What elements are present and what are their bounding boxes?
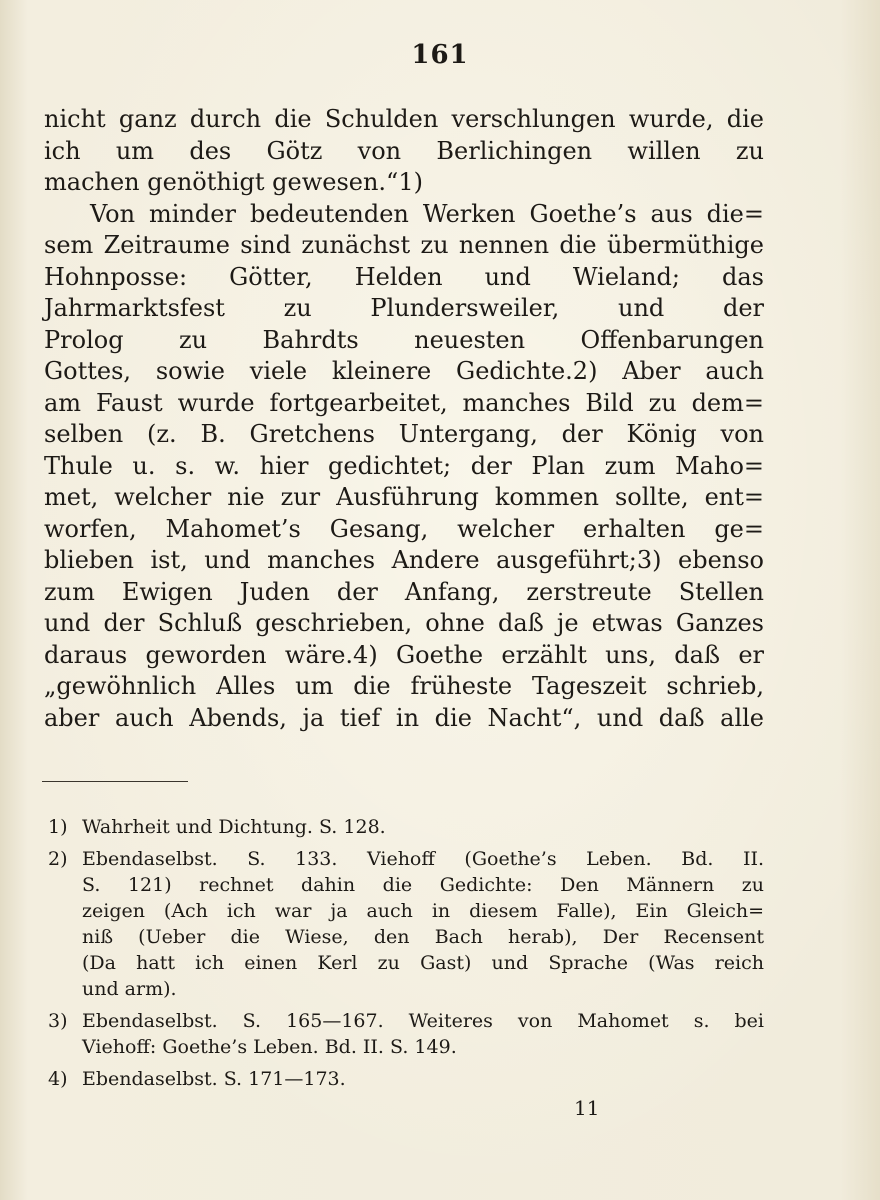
body-line: Jahrmarktsfest zu Plundersweiler, und der (44, 294, 764, 322)
body-line: zum Ewigen Juden der Anfang, zerstreute Stellen (44, 577, 764, 606)
body-line: selben (z. B. Gretchens Untergang, der König von (44, 420, 764, 448)
body-line: ich um des Götz von Berlichingen willen zu (44, 136, 764, 165)
footnote-line: S. 121) rechnet dahin die Gedichte: Den Männern zu (82, 874, 764, 896)
body-text (44, 104, 764, 734)
body-line: Von minder bedeutenden Werken Goethe’s aus die= (90, 199, 764, 228)
footnote-text (82, 846, 764, 1002)
body-line: und der Schluß geschrieben, ohne daß je etwas Ganzes (44, 609, 764, 637)
footnote-line: zeigen (Ach ich war ja auch in diesem Falle), Ein Gleich= (82, 900, 764, 922)
body-line: Gottes, sowie viele kleinere Gedichte.2) Aber auch (44, 357, 764, 385)
footnote-line: Ebendaselbst. S. 165—167. Weiteres von Mahomet s. bei (82, 1010, 764, 1032)
footnote-number: 3) (48, 1010, 68, 1032)
body-line: „gewöhnlich Alles um die früheste Tageszeit schrieb, (44, 672, 764, 700)
footnote-1 (48, 814, 764, 840)
body-line: machen genöthigt gewesen.“1) (44, 168, 423, 196)
body-line: Hohnposse: Götter, Helden und Wieland; das (44, 262, 764, 291)
footnote-text (82, 1066, 764, 1092)
footnote-text (82, 1008, 764, 1060)
footnote-line: (Da hatt ich einen Kerl zu Gast) und Sprache (Was reich (82, 952, 764, 974)
body-line: nicht ganz durch die Schulden verschlungen wurde, die (44, 105, 764, 133)
footnote-line: Wahrheit und Dichtung. S. 128. (82, 816, 386, 838)
body-line: Thule u. s. w. hier gedichtet; der Plan zum Maho= (44, 451, 764, 480)
footnote-line: niß (Ueber die Wiese, den Bach herab), Der Recensent (82, 926, 764, 948)
body-line: aber auch Abends, ja tief in die Nacht“, und daß alle (44, 703, 764, 732)
footnote-line: Ebendaselbst. S. 133. Viehoff (Goethe’s Leben. Bd. II. (82, 848, 764, 870)
footnote-divider (42, 781, 188, 782)
footnote-text (82, 814, 764, 840)
footnote-number: 2) (48, 848, 68, 870)
body-line: Prolog zu Bahrdts neuesten Offenbarungen (44, 325, 764, 354)
footnote-number: 4) (48, 1068, 68, 1090)
page-number: 161 (411, 40, 469, 70)
body-line: am Faust wurde fortgearbeitet, manches Bild zu dem= (44, 388, 764, 417)
footnote-4 (48, 1066, 764, 1092)
body-line: sem Zeitraume sind zunächst zu nennen die übermüthige (44, 231, 764, 259)
footnote-line: Viehoff: Goethe’s Leben. Bd. II. S. 149. (82, 1036, 457, 1058)
printer-signature-mark: 11 (574, 1096, 600, 1120)
footnote-line: Ebendaselbst. S. 171—173. (82, 1068, 346, 1090)
footnote-line: und arm). (82, 978, 177, 1000)
body-line: daraus geworden wäre.4) Goethe erzählt uns, daß er (44, 640, 764, 669)
footnote-3 (48, 1008, 764, 1060)
body-line: blieben ist, und manches Andere ausgeführt;3) ebenso (44, 546, 764, 574)
footnotes (48, 814, 764, 1098)
body-line: worfen, Mahomet’s Gesang, welcher erhalten ge= (44, 514, 764, 543)
body-line: met, welcher nie zur Ausführung kommen sollte, ent= (44, 483, 764, 511)
footnote-number: 1) (48, 816, 68, 838)
footnote-2 (48, 846, 764, 1002)
